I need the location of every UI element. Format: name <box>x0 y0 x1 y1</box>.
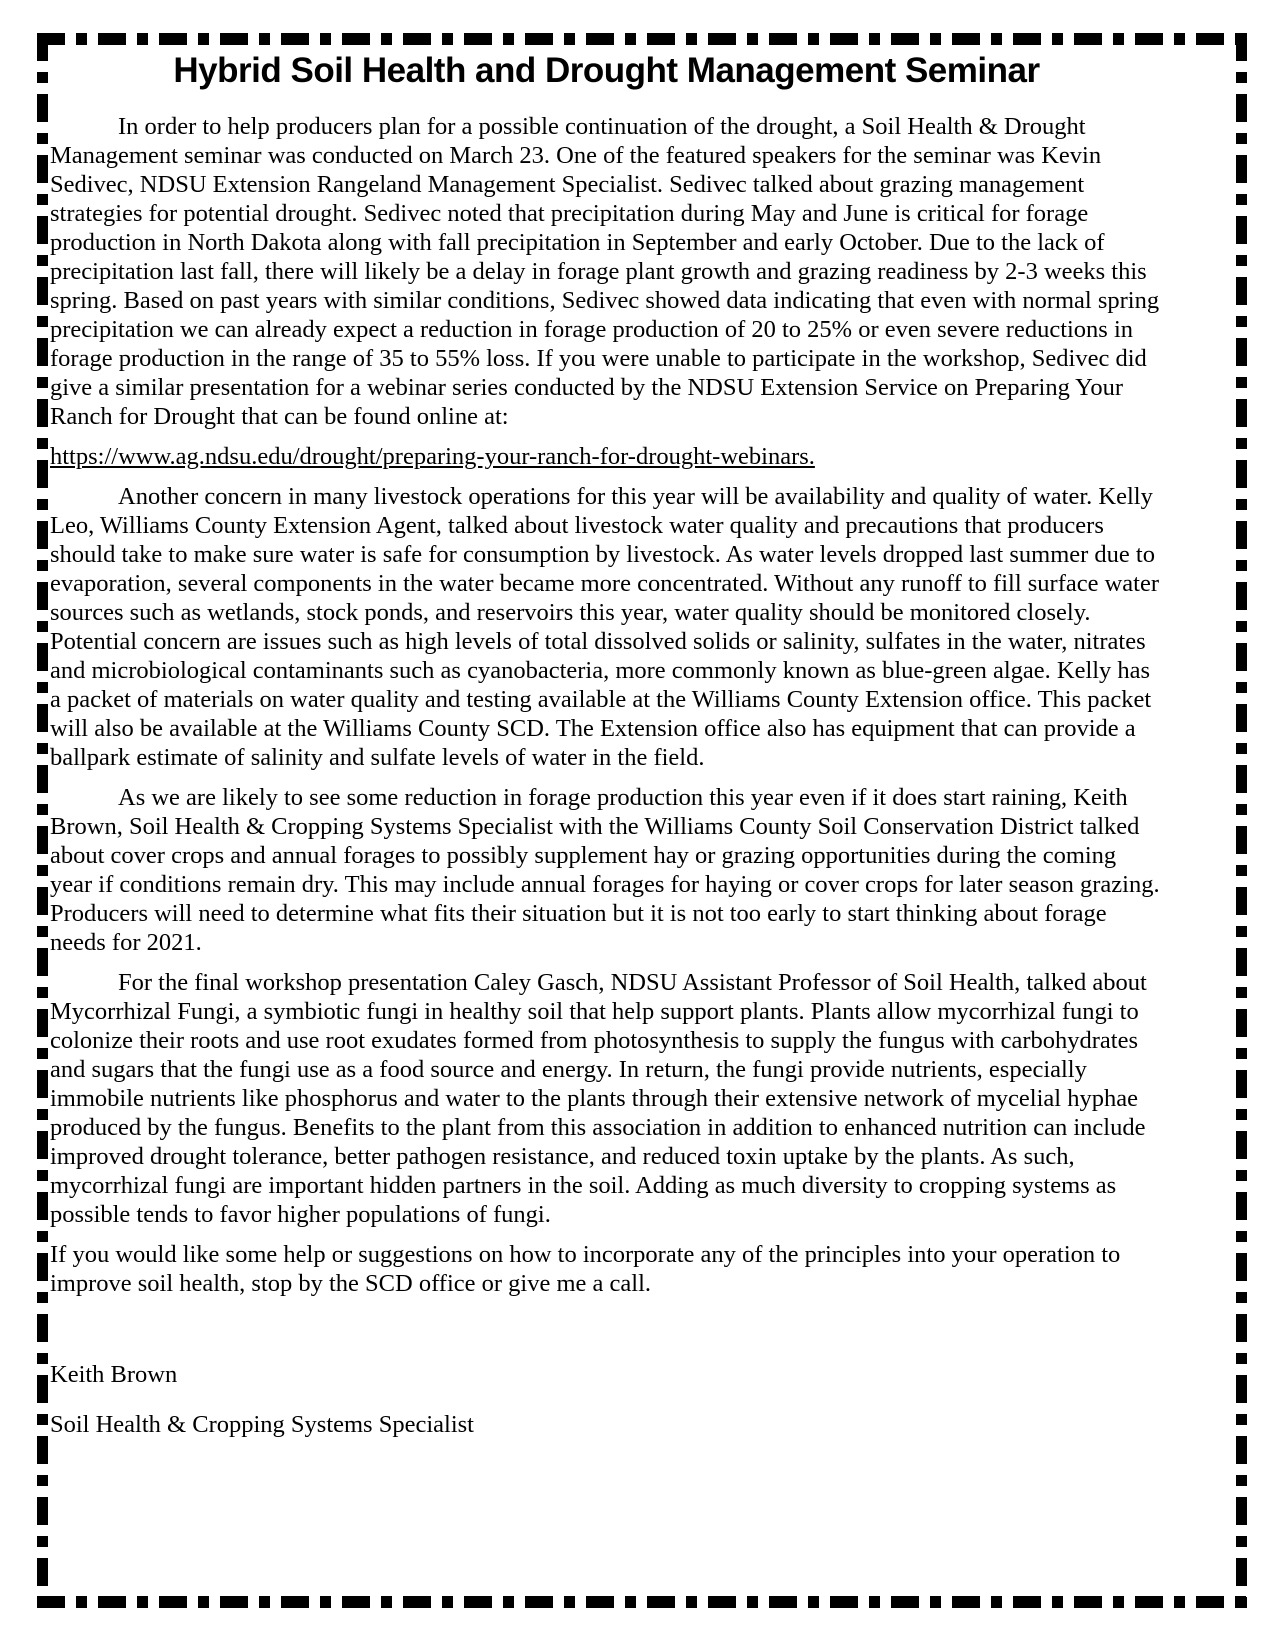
page-border-left <box>37 33 48 1608</box>
water-quality-paragraph: Another concern in many livestock operations for this year will be availability and quality of water. Kelly Leo, Williams County Extension Agent, talked about livestock water quality and precautions that producers should take to make sure water is safe for consumption by livestock. As water levels dropped last summer due to evaporation, several components in the water became more concentrated. Without any runoff to fill surface water sources such as wetlands, stock ponds, and reservoirs this year, water quality should be monitored closely. Potential concern are issues such as high levels of total dissolved solids or salinity, sulfates in the water, nitrates and microbiological contaminants such as cyanobacteria, more commonly known as blue-green algae. Kelly has a packet of materials on water quality and testing available at the Williams County Extension office. This packet will also be available at the Williams County SCD. The Extension office also has equipment that can provide a ballpark estimate of salinity and sulfate levels of water in the field. <box>50 483 1160 771</box>
page-border-bottom <box>37 1596 1247 1608</box>
page-border-top <box>37 33 1247 45</box>
document-content <box>50 50 1163 1439</box>
signature-title: Soil Health & Cropping Systems Specialist <box>50 1411 474 1438</box>
page-border-right <box>1236 33 1247 1608</box>
page-title: Hybrid Soil Health and Drought Management Seminar <box>173 51 1040 90</box>
cover-crops-paragraph: As we are likely to see some reduction in forage production this year even if it does start raining, Keith Brown, Soil Health & Cropping Systems Specialist with the Williams County Soil Conservation District talked about cover crops and annual forages to possibly supplement hay or grazing opportunities during the coming year if conditions remain dry. This may include annual forages for haying or cover crops for later season grazing. Producers will need to determine what fits their situation but it is not too early to start thinking about forage needs for 2021. <box>50 784 1160 956</box>
intro-paragraph: In order to help producers plan for a possible continuation of the drought, a Soil Health & Drought Management seminar was conducted on March 23. One of the featured speakers for the seminar was Kevin Sedivec, NDSU Extension Rangeland Management Specialist. Sedivec talked about grazing management strategies for potential drought. Sedivec noted that precipitation during May and June is critical for forage production in North Dakota along with fall precipitation in September and early October. Due to the lack of precipitation last fall, there will likely be a delay in forage plant growth and grazing readiness by 2-3 weeks this spring. Based on past years with similar conditions, Sedivec showed data indicating that even with normal spring precipitation we can already expect a reduction in forage production of 20 to 25% or even severe reductions in forage production in the range of 35 to 55% loss. If you were unable to participate in the workshop, Sedivec did give a similar presentation for a webinar series conducted by the NDSU Extension Service on Preparing Your Ranch for Drought that can be found online at: <box>50 113 1160 430</box>
signature-name: Keith Brown <box>50 1361 178 1388</box>
webinar-link[interactable]: https://www.ag.ndsu.edu/drought/preparing-your-ranch-for-drought-webinars. <box>50 443 815 470</box>
link-paragraph <box>50 442 1163 471</box>
mycorrhizal-fungi-paragraph: For the final workshop presentation Caley Gasch, NDSU Assistant Professor of Soil Health, talked about Mycorrhizal Fungi, a symbiotic fungi in healthy soil that help support plants. Plants allow mycorrhizal fungi to colonize their roots and use root exudates formed from photosynthesis to supply the fungus with carbohydrates and sugars that the fungi use as a food source and energy. In return, the fungi provide nutrients, especially immobile nutrients like phosphorus and water to the plants through their extensive network of mycelial hyphae produced by the fungus. Benefits to the plant from this association in addition to enhanced nutrition can include improved drought tolerance, better pathogen resistance, and reduced toxin uptake by the plants. As such, mycorrhizal fungi are important hidden partners in the soil. Adding as much diversity to cropping systems as possible tends to favor higher populations of fungi. <box>50 969 1147 1228</box>
closing-paragraph: If you would like some help or suggestions on how to incorporate any of the principles into your operation to improve soil health, stop by the SCD office or give me a call. <box>50 1241 1121 1297</box>
